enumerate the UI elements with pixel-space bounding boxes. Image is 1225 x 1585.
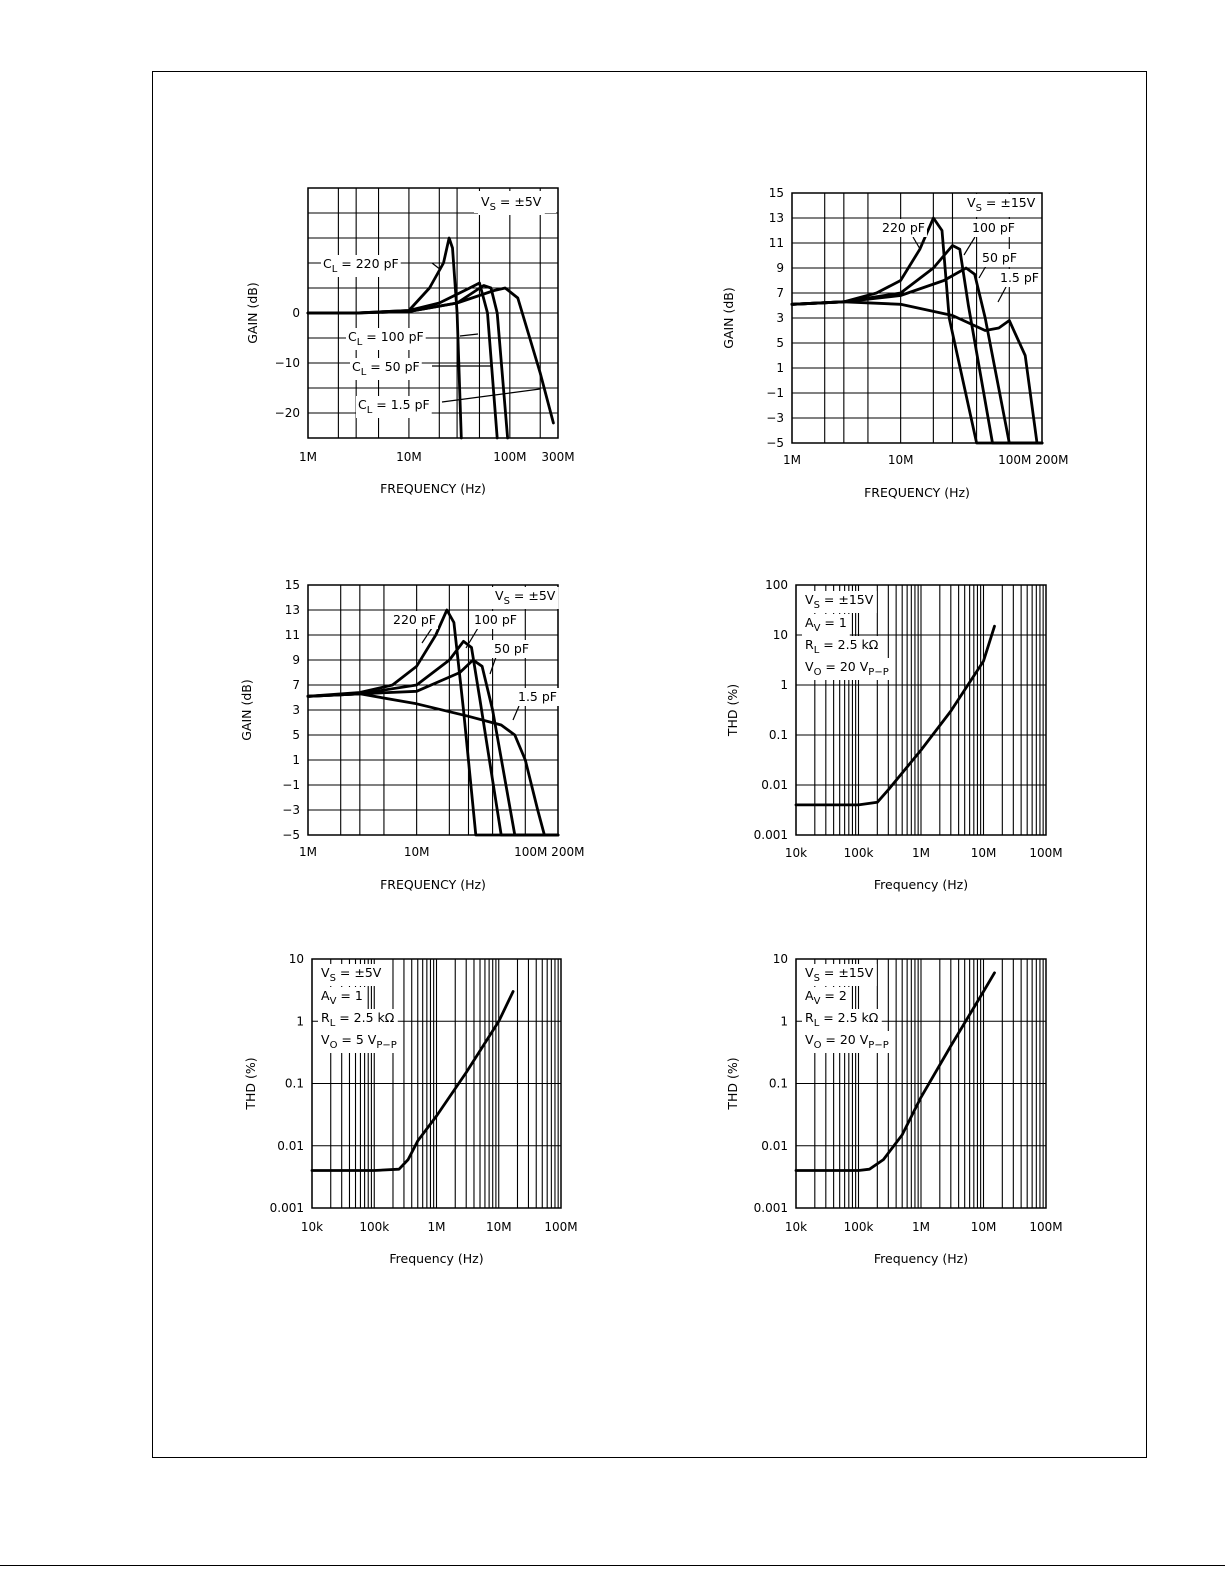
condition-note: $V_S = \pm 5V$ bbox=[321, 965, 382, 984]
y-tick-label: −3 bbox=[282, 803, 300, 817]
y-tick-label: 9 bbox=[776, 261, 784, 275]
series-label: $C_L = 100$ pF bbox=[348, 329, 424, 348]
x-tick-label: 10M bbox=[403, 845, 430, 859]
x-axis-title: Frequency (Hz) bbox=[873, 877, 969, 892]
y-tick-label: 1 bbox=[780, 678, 788, 692]
x-tick-label: 100k bbox=[843, 846, 874, 860]
y-tick-label: 5 bbox=[292, 728, 300, 742]
condition-note: $V_O = 20$ $V_{P-P}$ bbox=[805, 659, 889, 678]
condition-note: $V_O = 20$ $V_{P-P}$ bbox=[805, 1032, 889, 1051]
label-pointer bbox=[466, 628, 478, 648]
x-tick-label: 1M bbox=[912, 846, 930, 860]
x-tick-label: 1M bbox=[299, 845, 317, 859]
x-tick-label: 100M bbox=[1029, 1220, 1063, 1234]
y-tick-label: 7 bbox=[292, 678, 300, 692]
y-tick-label: −5 bbox=[766, 436, 784, 450]
x-tick-label: 10M bbox=[970, 1220, 997, 1234]
series-line-3 bbox=[792, 268, 1042, 443]
x-tick-label: 1M bbox=[783, 453, 801, 467]
x-axis-title: Frequency (Hz) bbox=[873, 1251, 969, 1266]
x-tick-label: 100M 200M bbox=[998, 453, 1069, 467]
y-tick-label: 3 bbox=[292, 703, 300, 717]
x-axis-title: FREQUENCY (Hz) bbox=[380, 481, 486, 496]
condition-note: $V_O = 5$ $V_{P-P}$ bbox=[321, 1032, 397, 1051]
x-tick-label: 100k bbox=[843, 1220, 874, 1234]
y-tick-label: 5 bbox=[776, 336, 784, 350]
chart-panel-3 bbox=[239, 578, 584, 892]
y-tick-label: −3 bbox=[766, 411, 784, 425]
y-tick-label: 7 bbox=[776, 286, 784, 300]
y-tick-label: 0.01 bbox=[761, 778, 788, 792]
y-tick-label: 11 bbox=[768, 236, 784, 250]
condition-note: $A_V = 1$ bbox=[321, 988, 363, 1007]
y-tick-label: 0 bbox=[292, 306, 300, 320]
x-tick-label: 10M bbox=[396, 450, 422, 464]
condition-note: $R_L = 2.5$ kΩ bbox=[805, 1010, 879, 1029]
label-pointer bbox=[460, 334, 478, 336]
y-tick-label: 13 bbox=[284, 603, 300, 617]
y-tick-label: 13 bbox=[768, 211, 784, 225]
series-label: 50 pF bbox=[982, 250, 1018, 265]
series-line-4 bbox=[308, 694, 558, 835]
chart-panel-2 bbox=[721, 186, 1068, 500]
series-line-2 bbox=[308, 641, 558, 835]
condition-note: $A_V = 1$ bbox=[805, 615, 847, 634]
x-tick-label: 100k bbox=[359, 1220, 390, 1234]
y-tick-label: 1 bbox=[292, 753, 300, 767]
y-tick-label: −5 bbox=[282, 828, 300, 842]
y-tick-label: 10 bbox=[288, 952, 304, 966]
y-tick-label: 3 bbox=[776, 311, 784, 325]
y-tick-label: 10 bbox=[772, 952, 788, 966]
x-tick-label: 100M bbox=[493, 450, 527, 464]
y-tick-label: 0.01 bbox=[277, 1138, 304, 1153]
label-pointer bbox=[998, 287, 1006, 302]
y-tick-label: 11 bbox=[284, 628, 300, 642]
series-label: 220 pF bbox=[393, 612, 436, 627]
x-tick-label: 1M bbox=[427, 1220, 446, 1234]
series-label: 1.5 pF bbox=[1000, 270, 1039, 285]
y-tick-label: −1 bbox=[282, 778, 300, 792]
series-label: 50 pF bbox=[494, 641, 530, 656]
x-axis-title: FREQUENCY (Hz) bbox=[864, 485, 970, 500]
y-tick-label: 0.001 bbox=[269, 1201, 304, 1215]
y-tick-label: 10 bbox=[772, 628, 788, 642]
y-tick-label: −10 bbox=[274, 356, 300, 370]
condition-note: $A_V = 2$ bbox=[805, 988, 847, 1007]
x-tick-label: 10M bbox=[887, 453, 914, 467]
y-tick-label: 0.1 bbox=[768, 728, 788, 742]
chart-panel-5 bbox=[243, 952, 578, 1266]
x-tick-label: 10k bbox=[784, 846, 808, 860]
series-label: $C_L = 50$ pF bbox=[352, 359, 420, 378]
condition-note: $V_S = \pm 15V$ bbox=[967, 195, 1036, 214]
series-label: 1.5 pF bbox=[518, 689, 557, 704]
y-tick-label: 9 bbox=[292, 653, 300, 667]
x-tick-label: 100M bbox=[544, 1220, 578, 1234]
condition-note: $R_L = 2.5$ kΩ bbox=[321, 1010, 395, 1029]
y-tick-label: 0.1 bbox=[284, 1076, 304, 1091]
x-tick-label: 100M bbox=[1029, 846, 1063, 860]
y-tick-label: 0.1 bbox=[768, 1076, 788, 1091]
x-axis-title: FREQUENCY (Hz) bbox=[380, 877, 486, 892]
y-tick-label: 1 bbox=[776, 361, 784, 375]
x-tick-label: 100M 200M bbox=[514, 845, 585, 859]
y-tick-label: 15 bbox=[284, 578, 300, 592]
y-tick-label: −20 bbox=[274, 406, 300, 420]
y-tick-label: −1 bbox=[766, 386, 784, 400]
y-tick-label: 15 bbox=[768, 186, 784, 200]
y-axis-title: THD (%) bbox=[725, 683, 740, 737]
y-axis-title: GAIN (dB) bbox=[245, 282, 260, 344]
y-tick-label: 0.001 bbox=[753, 828, 788, 842]
series-label: $C_L = 220$ pF bbox=[323, 256, 399, 275]
y-axis-title: GAIN (dB) bbox=[721, 287, 736, 349]
y-axis-title: THD (%) bbox=[243, 1057, 258, 1110]
series-label: $C_L = 1.5$ pF bbox=[358, 397, 430, 416]
y-tick-label: 100 bbox=[765, 578, 788, 592]
label-pointer bbox=[513, 706, 519, 720]
chart-panel-6 bbox=[725, 952, 1063, 1266]
x-tick-label: 10M bbox=[970, 846, 997, 860]
x-tick-label: 1M bbox=[299, 450, 317, 464]
x-tick-label: 10M bbox=[485, 1220, 512, 1234]
x-tick-label: 10k bbox=[784, 1220, 808, 1234]
condition-note: $R_L = 2.5$ kΩ bbox=[805, 637, 879, 656]
series-label: 100 pF bbox=[474, 612, 517, 627]
label-pointer bbox=[964, 237, 975, 255]
y-tick-label: 0.01 bbox=[761, 1138, 788, 1153]
condition-note: $V_S = \pm 15V$ bbox=[805, 965, 874, 984]
series-label: 220 pF bbox=[882, 220, 925, 235]
condition-note: $V_S = \pm 5V$ bbox=[481, 194, 542, 213]
x-tick-label: 1M bbox=[912, 1220, 930, 1234]
x-axis-title: Frequency (Hz) bbox=[389, 1251, 484, 1266]
y-tick-label: 1 bbox=[780, 1014, 788, 1029]
x-tick-label: 10k bbox=[300, 1220, 324, 1234]
x-tick-label: 300M bbox=[541, 450, 575, 464]
series-label: 100 pF bbox=[972, 220, 1015, 235]
chart-panel-4 bbox=[725, 578, 1063, 892]
y-axis-title: THD (%) bbox=[725, 1057, 740, 1110]
y-tick-label: 0.001 bbox=[753, 1201, 788, 1215]
y-axis-title: GAIN (dB) bbox=[239, 679, 254, 741]
y-tick-label: 1 bbox=[296, 1014, 304, 1029]
condition-note: $V_S = \pm 5V$ bbox=[495, 588, 556, 607]
chart-panel-1 bbox=[245, 188, 575, 496]
condition-note: $V_S = \pm 15V$ bbox=[805, 592, 874, 611]
